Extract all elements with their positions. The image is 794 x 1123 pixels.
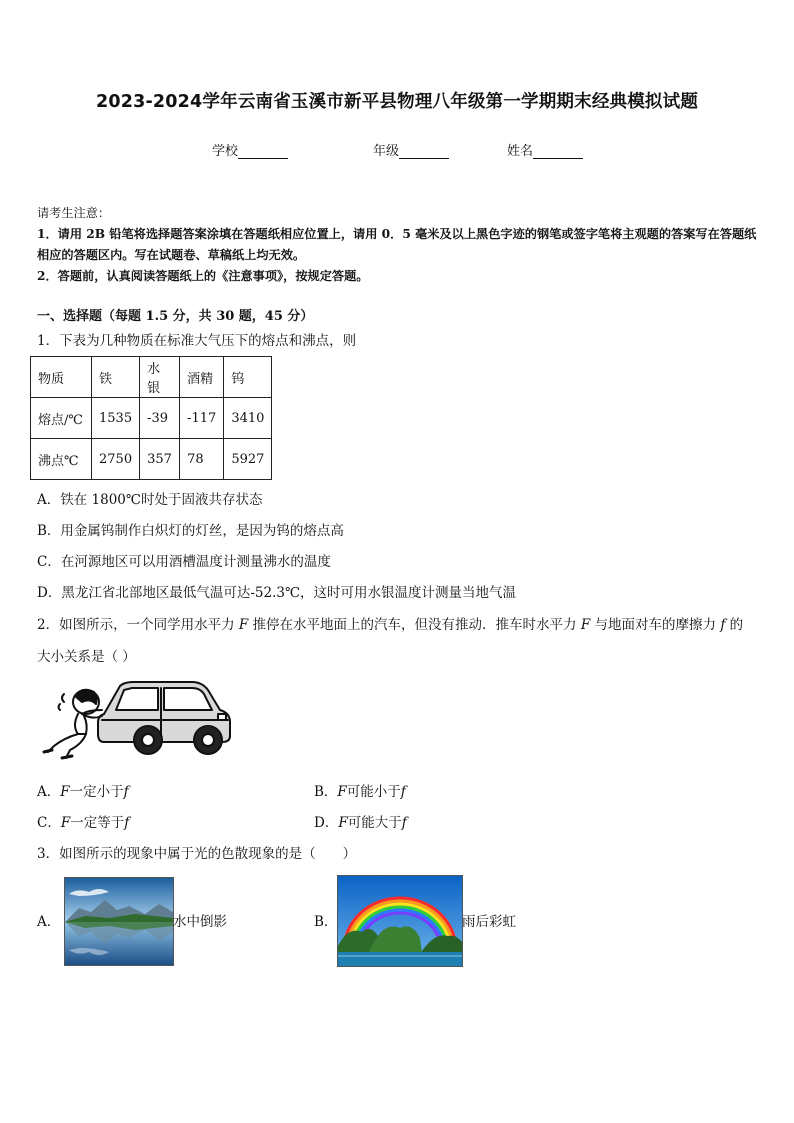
symbol-f: f [401,815,407,831]
grade-field [373,140,449,159]
table-cell: -117 [180,398,224,439]
q3-option-b-label: B． [314,914,338,930]
q2-stem-text: 推停在水平地面上的汽车，但没有推动．推车时水平力 [248,617,581,633]
page-title: 2023-2024学年云南省玉溪市新平县物理八年级第一学期期末经典模拟试题 [95,92,699,112]
table-row [31,357,272,398]
table-cell: 酒精 [180,357,224,398]
symbol-F: F [580,617,591,633]
q1-option-b: B．用金属钨制作白炽灯的灯丝，是因为钨的熔点高 [37,523,344,539]
symbol-F: F [337,784,347,800]
q1-stem: 1．下表为几种物质在标准大气压下的熔点和沸点，则 [37,333,357,349]
table-cell: 3410 [224,398,272,439]
table-cell: 2750 [92,439,140,480]
grade-blank [399,144,449,159]
table-cell: 物质 [31,357,92,398]
option-letter: B． [314,784,338,800]
name-field [507,140,583,159]
option-text: 可能大于 [347,815,402,831]
melting-boiling-table [30,356,272,480]
symbol-F: F [238,617,249,633]
symbol-F: F [60,784,70,800]
table-cell: 铁 [92,357,140,398]
table-cell: -39 [140,398,180,439]
water-reflection-photo [64,877,174,966]
school-blank [238,144,288,159]
table-row [31,398,272,439]
symbol-f: f [124,815,130,831]
option-text: 一定等于 [70,815,125,831]
school-label: 学校 [212,144,239,159]
q3-option-b-caption: 雨后彩虹 [462,914,516,930]
option-letter: D． [314,815,339,831]
table-cell: 357 [140,439,180,480]
symbol-F: F [60,815,71,831]
q3-stem: 3．如图所示的现象中属于光的色散现象的是（ ） [37,846,357,862]
q2-stem-line2: 大小关系是（ ） [37,649,136,665]
q2-option-b [314,783,406,801]
symbol-f: f [720,617,726,633]
table-cell: 熔点/℃ [31,398,92,439]
option-text: 一定小于 [69,784,124,800]
q3-option-a-label: A． [37,914,61,930]
q2-stem-text: 的 [725,617,744,633]
q1-option-d: D．黑龙江省北部地区最低气温可达-52.3℃，这时可用水银温度计测量当地气温 [37,585,517,601]
q1-option-a: A．铁在 1800℃时处于固液共存状态 [37,492,263,508]
q2-stem-text: 与地面对车的摩擦力 [590,617,721,633]
option-letter: C． [37,815,61,831]
name-label: 姓名 [507,144,534,159]
section-heading: 一、选择题（每题 1.5 分，共 30 题，45 分） [37,309,314,324]
q2-stem-text: 2．如图所示，一个同学用水平力 [37,617,239,633]
school-field [212,140,288,159]
q2-option-c [37,814,129,832]
notice-heading: 请考生注意： [37,206,111,220]
notice-item-1: 1．请用 2B 铅笔将选择题答案涂填在答题纸相应位置上，请用 0．5 毫米及以上黑色字迹的钢笔或签字笔将主观题的答案写在答题纸相应的答题区内。写在试题卷、草稿纸上均无效。 [37,227,757,262]
table-cell: 钨 [224,357,272,398]
q2-option-a [37,783,129,801]
notice-item-2: 2．答题前，认真阅读答题纸上的《注意事项》，按规定答题。 [37,269,369,283]
table-cell: 水银 [140,357,180,398]
table-cell: 5927 [224,439,272,480]
option-text: 可能小于 [346,784,401,800]
symbol-F: F [338,815,348,831]
q1-option-c: C．在河源地区可以用酒槽温度计测量沸水的温度 [37,554,331,570]
table-cell: 沸点℃ [31,439,92,480]
grade-label: 年级 [373,144,400,159]
push-car-illustration [42,676,234,764]
q3-option-a-caption: 水中倒影 [173,914,227,930]
symbol-f: f [400,784,406,800]
exam-notice [37,203,762,287]
option-letter: A． [37,784,61,800]
name-blank [533,144,583,159]
rainbow-photo [337,875,463,967]
q2-option-d [314,814,407,832]
table-cell: 78 [180,439,224,480]
symbol-f: f [123,784,129,800]
table-row [31,439,272,480]
q2-stem-line1 [37,616,743,634]
table-cell: 1535 [92,398,140,439]
